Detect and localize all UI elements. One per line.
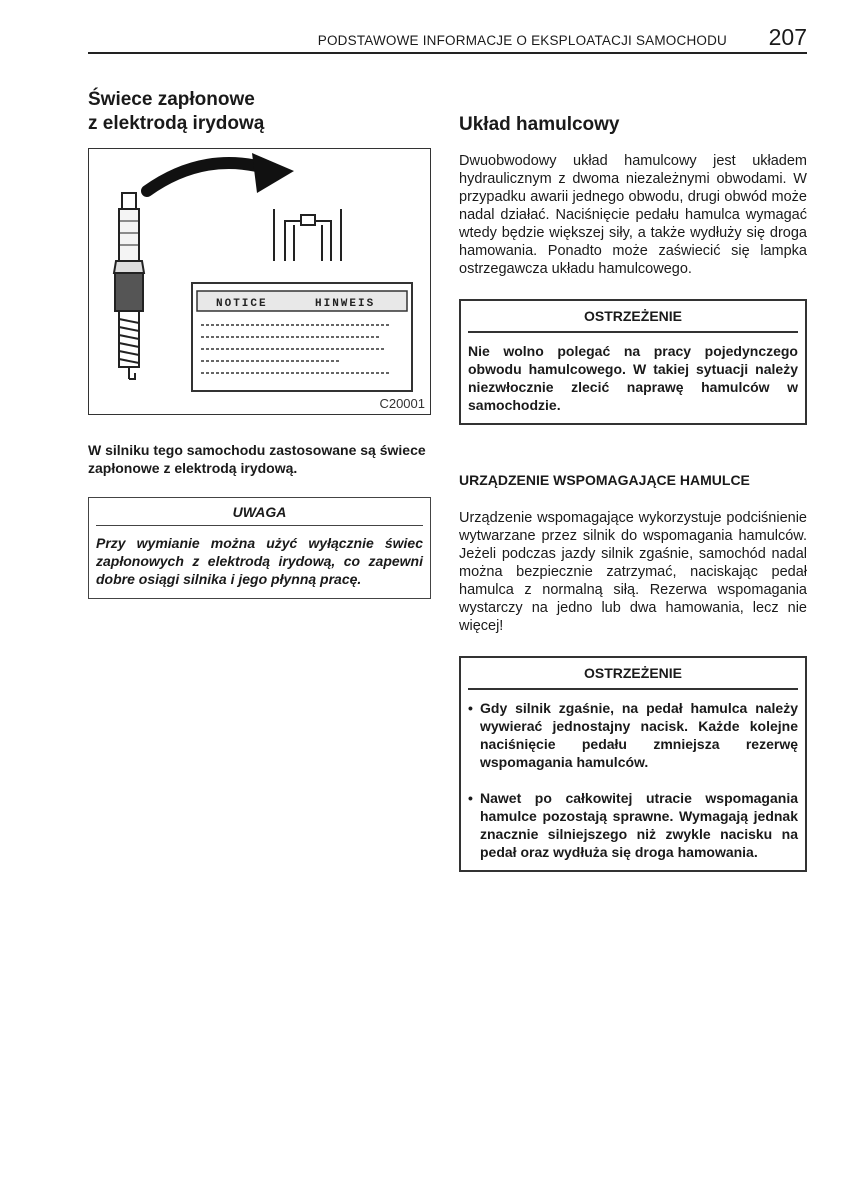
caution-box [88,497,431,599]
page-header [88,24,807,54]
bullet-icon: • [468,700,473,716]
left-column [88,88,431,599]
spark-plug-heading [88,88,431,136]
caution-text: Przy wymianie można użyć wyłącznie świec zapłonowych z elektrodą irydową, co zapewni dobre osiągi silnika i jego płynną pracę. [96,535,423,587]
brake-system-heading: Układ hamulcowy [459,114,620,135]
warning-text-1: Nie wolno polegać na pracy pojedynczego obwodu hamulcowego. W takiej sytuacji należy niezwłocznie zlecić naprawę hamulców w samochodzie. [468,343,798,413]
label-hinweis: HINWEIS [315,298,376,310]
brake-booster-heading: URZĄDZENIE WSPOMAGAJĄCE HAMULCE [459,472,750,488]
warning-item-1 [468,699,798,771]
caution-title: UWAGA [96,504,423,526]
spark-plug-illustration [89,149,430,414]
brake-booster-text: Urządzenie wspomagające wykorzystuje podciśnienie wytwarzane przez silnik do wspomagania hamulców. Jeżeli podczas jazdy silnik zgaśnie, samochód nadal można bezpiecznie zatrzymać, naciskając pedał hamulca z normalną siłą. Rezerwa wspomagania wystarczy na jedno lub dwa hamowania, lecz nie więcej! [459,510,807,634]
spark-plug-icon [114,193,144,379]
notice-label [192,283,412,391]
warning-box-2 [459,656,807,872]
right-column [459,113,807,872]
figure-code: C20001 [379,396,425,411]
warning-box-1 [459,299,807,425]
brake-intro-text: Dwuobwodowy układ hamulcowy jest układem hydraulicznym z dwoma niezależnymi obwodami. W przypadku awarii jednego obwodu, drugi obwód może nadal działać. Naciśnięcie pedału hamulca wymagać wtedy będzie większej siły, a także wydłuży się droga hamowania. Ponadto może zaświecić się lampka ostrzegawcza układu hamulcowego. [459,153,807,277]
warning-item-2 [468,789,798,861]
label-notice: NOTICE [216,298,268,310]
arrow-icon [147,153,294,193]
page-number: 207 [768,24,807,50]
warning-title-2: OSTRZEŻENIE [468,665,798,690]
warning-list [468,699,798,861]
heading-line-2: z elektrodą irydową [88,113,265,134]
warning-item-text-2: Nawet po całkowitej utracie wspomagania hamulce pozostają sprawne. Wymagają jednak znacznie silniejszego niż zwykle nacisku na pedał oraz wydłuża się droga hamowania. [480,790,798,860]
heading-line-1: Świece zapłonowe [88,89,255,110]
bullet-icon: • [468,790,473,806]
warning-title-1: OSTRZEŻENIE [468,308,798,333]
header-title: PODSTAWOWE INFORMACJE O EKSPLOATACJI SAMOCHODU [317,33,727,48]
engine-head-icon [274,209,341,261]
spark-plug-figure [88,148,431,415]
iridium-note: W silniku tego samochodu zastosowane są świece zapłonowe z elektrodą irydową. [88,442,426,476]
warning-item-text-1: Gdy silnik zgaśnie, na pedał hamulca należy wywierać jednostajny nacisk. Każde kolejne naciśnięcie pedału zmniejsza rezerwę wspomagania hamulców. [480,700,798,770]
